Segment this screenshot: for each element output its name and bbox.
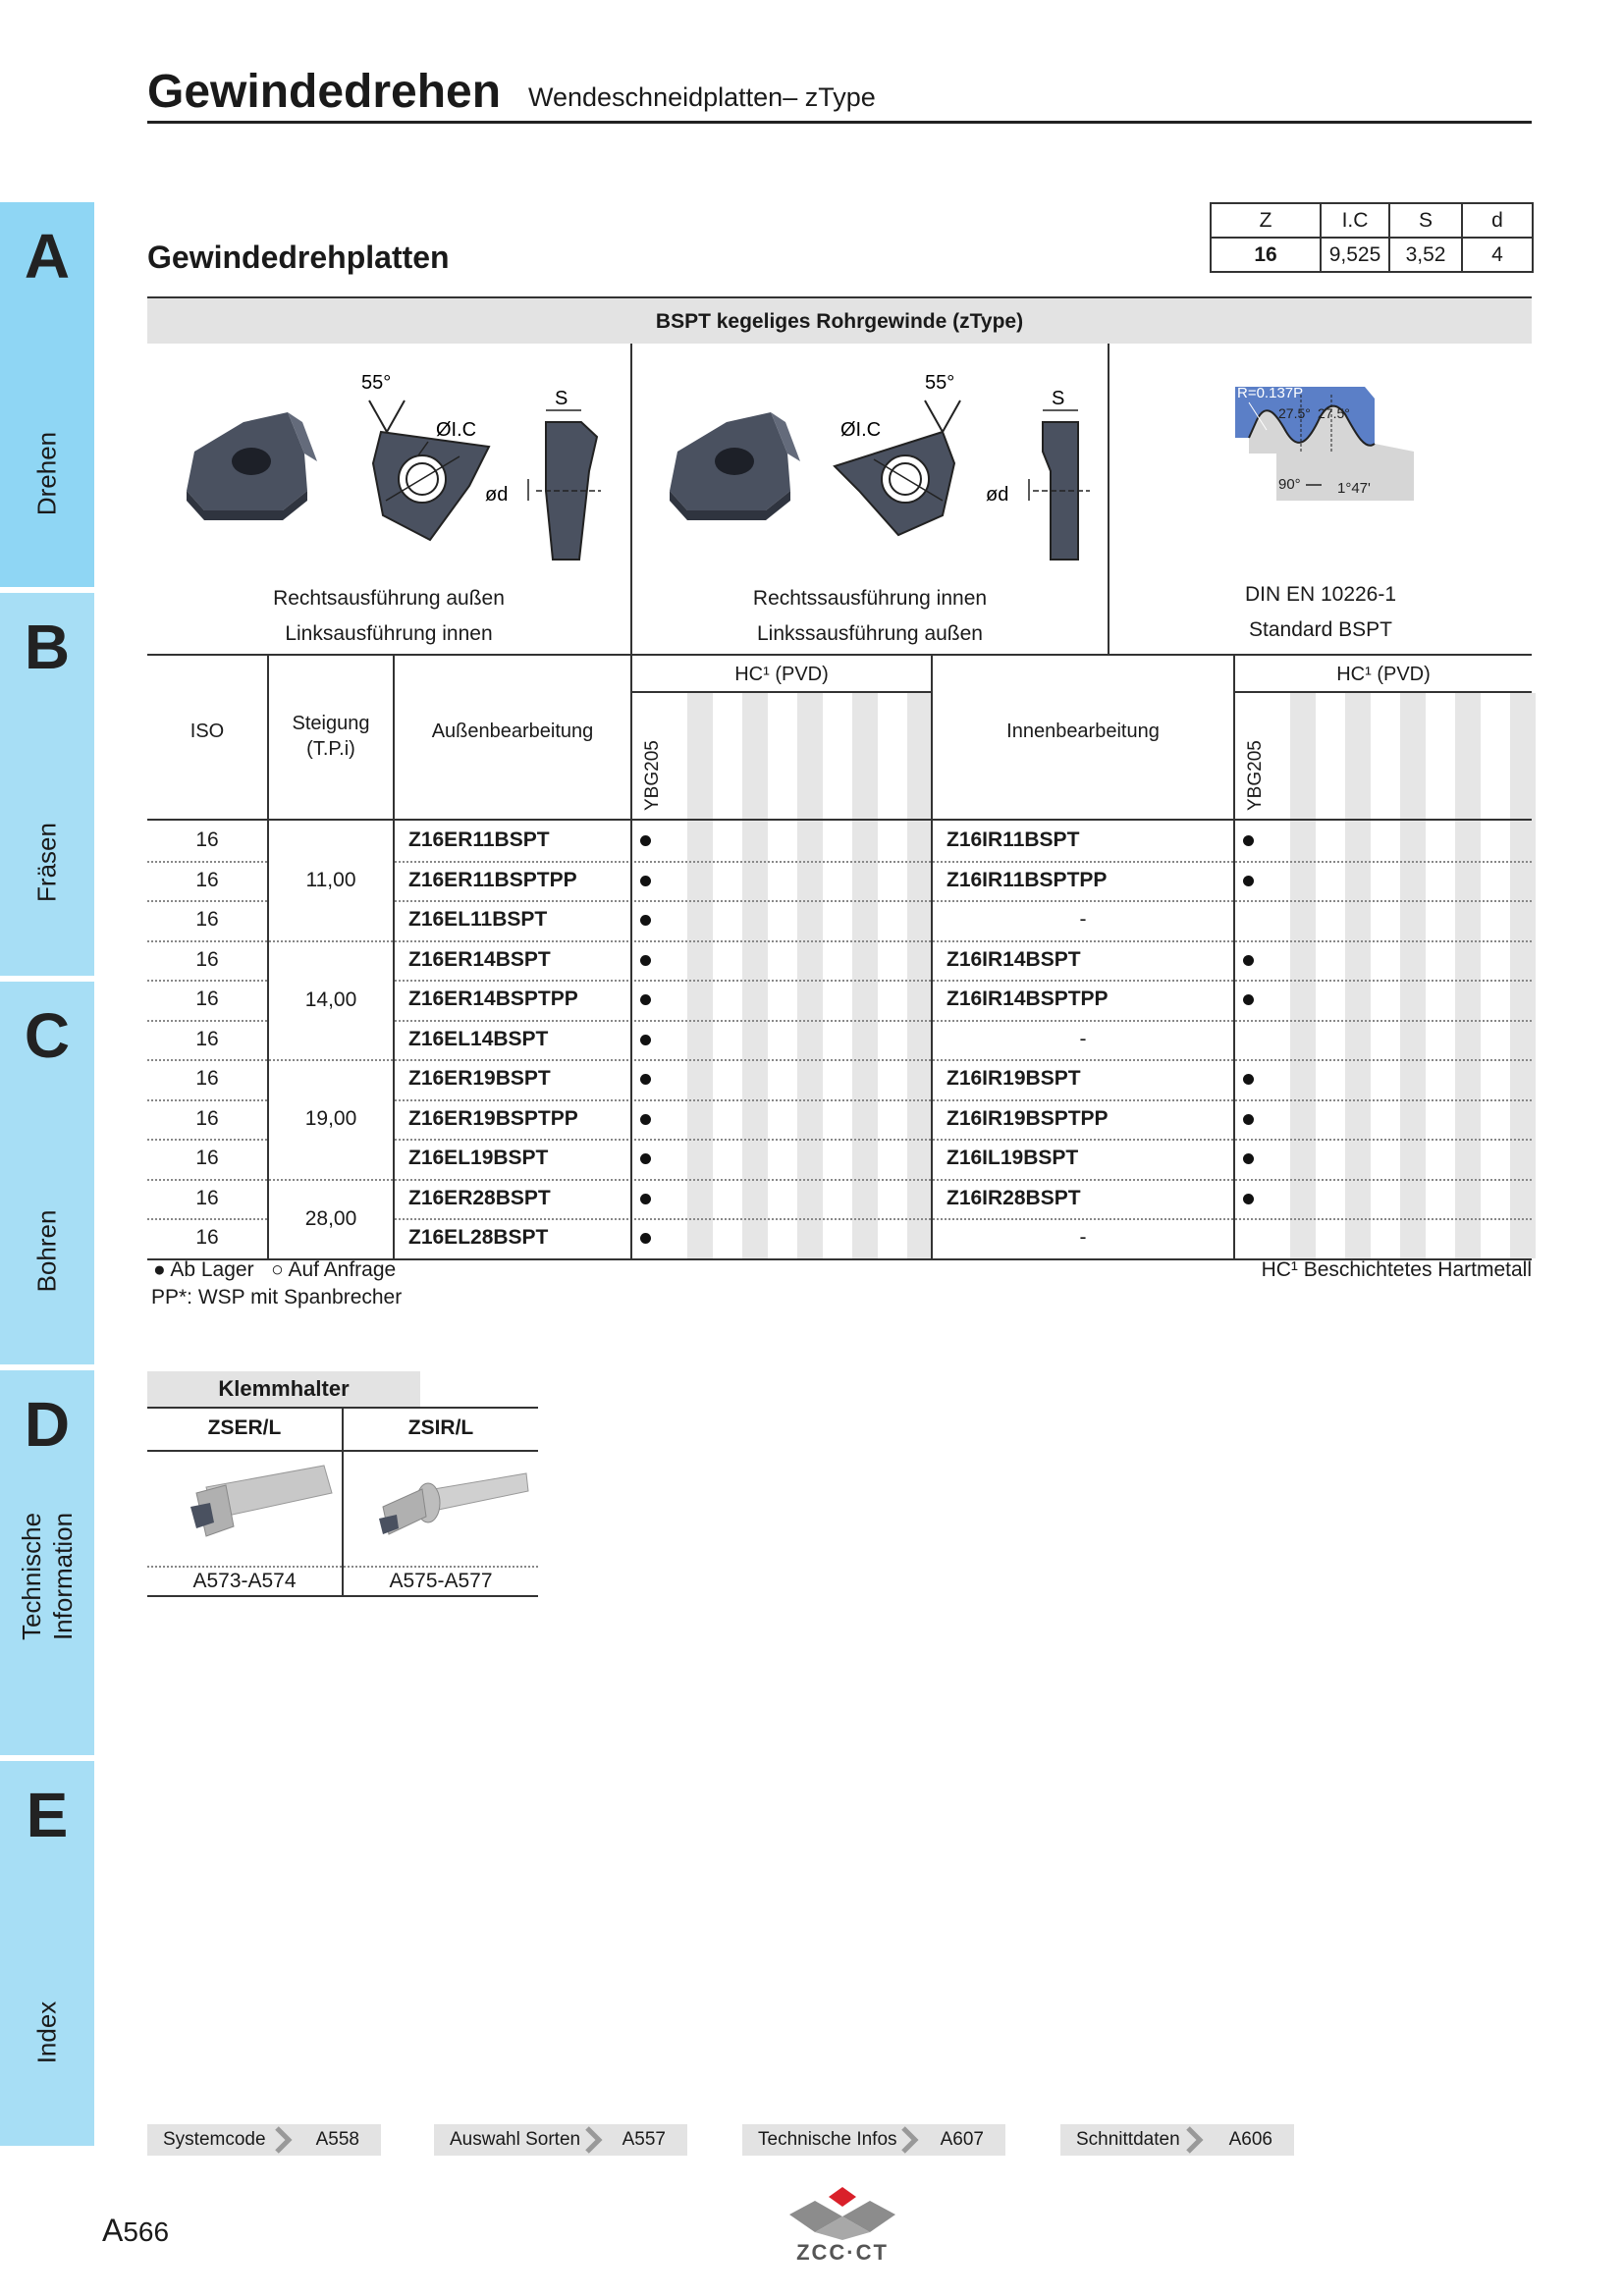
nav-auswahl-sorten[interactable]: Auswahl Sorten A557 bbox=[434, 2124, 687, 2156]
grade-outer: YBG205 bbox=[642, 740, 663, 811]
stock-dot-outer bbox=[640, 835, 651, 846]
grade-stripe bbox=[1455, 693, 1481, 1258]
page-number: A566 bbox=[102, 2213, 170, 2248]
holder-zser-ref: A573-A574 bbox=[192, 1570, 297, 1592]
stock-dot-inner bbox=[1243, 955, 1254, 966]
profile-90: 90° bbox=[1278, 476, 1301, 493]
cell-inner-code: Z16IR19BSPT bbox=[947, 1067, 1081, 1090]
cell-inner-code: - bbox=[1079, 1226, 1087, 1249]
stock-dot-outer bbox=[640, 994, 651, 1005]
stock-dot-inner bbox=[1243, 1114, 1254, 1125]
grade-stripe bbox=[687, 693, 713, 1258]
cell-inner-code: Z16IR11BSPT bbox=[947, 828, 1080, 851]
cell-outer-code: Z16ER28BSPT bbox=[408, 1186, 551, 1209]
cell-iso: 16 bbox=[195, 1226, 219, 1249]
cell-inner-code: Z16IR11BSPTPP bbox=[947, 868, 1108, 891]
tab-letter: D bbox=[24, 1389, 71, 1460]
chevron-right-icon bbox=[273, 2126, 295, 2154]
profile-147: 1°47' bbox=[1337, 480, 1371, 497]
cell-outer-code: Z16EL28BSPT bbox=[408, 1226, 549, 1249]
legend-hc: HC¹ Beschichtetes Hartmetall bbox=[1261, 1258, 1532, 1281]
col-innenbearbeitung: Innenbearbeitung bbox=[1006, 721, 1160, 742]
grade-stripe bbox=[742, 693, 768, 1258]
cell-outer-code: Z16EL14BSPT bbox=[408, 1027, 549, 1050]
stock-dot-inner bbox=[1243, 835, 1254, 846]
grade-stripe bbox=[1290, 693, 1316, 1258]
tab-label: Bohren bbox=[31, 1209, 62, 1293]
left-caption: Rechtsausführung außen Linksausführung innen bbox=[273, 587, 505, 645]
legend-pp: PP*: WSP mit Spanbrecher bbox=[151, 1286, 403, 1308]
tab-a-drehen[interactable] bbox=[0, 202, 94, 587]
spec-value-d: 4 bbox=[1462, 238, 1533, 272]
chevron-right-icon bbox=[583, 2126, 605, 2154]
cell-iso: 16 bbox=[195, 947, 219, 971]
tab-label: Index bbox=[31, 2001, 62, 2064]
cell-pitch: 11,00 bbox=[305, 869, 356, 891]
hc-underline bbox=[1235, 691, 1532, 693]
hc-pvd-inner: HC¹ (PVD) bbox=[1336, 664, 1431, 685]
spec-header-d: d bbox=[1462, 203, 1533, 238]
cell-outer-code: Z16EL19BSPT bbox=[408, 1147, 549, 1169]
profile-angle-1: 27.5° bbox=[1278, 405, 1311, 421]
grade-stripe bbox=[907, 693, 933, 1258]
grade-stripe bbox=[797, 693, 823, 1258]
tab-b-fraesen[interactable] bbox=[0, 593, 94, 976]
spec-header-z: Z bbox=[1211, 203, 1321, 238]
grade-stripe bbox=[852, 693, 878, 1258]
chevron-right-icon bbox=[899, 2126, 921, 2154]
page-title: Gewindedrehen bbox=[147, 66, 502, 118]
thread-profile-drawing bbox=[1227, 383, 1424, 540]
column-divider bbox=[267, 656, 269, 1258]
section-title: Gewindedrehplatten bbox=[147, 240, 450, 275]
nav-technische-infos[interactable]: Technische Infos A607 bbox=[742, 2124, 1005, 2156]
holder-zser: ZSER/L bbox=[207, 1416, 282, 1439]
klemmhalter-table bbox=[147, 1407, 538, 1597]
nav-schnittdaten[interactable]: Schnittdaten A606 bbox=[1060, 2124, 1294, 2156]
cell-iso: 16 bbox=[195, 1106, 219, 1130]
cell-outer-code: Z16ER11BSPTPP bbox=[408, 868, 577, 891]
spec-header-ic: I.C bbox=[1321, 203, 1389, 238]
holder-zsir-ref: A575-A577 bbox=[389, 1570, 493, 1592]
stock-dot-inner bbox=[1243, 1194, 1254, 1204]
stock-dot-outer bbox=[640, 1194, 651, 1204]
stock-dot-outer bbox=[640, 1035, 651, 1045]
tab-label: Drehen bbox=[31, 431, 62, 516]
thread-type-banner: BSPT kegeliges Rohrgewinde (zType) bbox=[147, 296, 1532, 344]
stock-dot-outer bbox=[640, 876, 651, 886]
logo-icon bbox=[785, 2185, 899, 2240]
chevron-right-icon bbox=[1184, 2126, 1206, 2154]
tab-letter: A bbox=[24, 221, 71, 292]
cell-iso: 16 bbox=[195, 988, 219, 1010]
col-steigung: Steigung (T.P.i) bbox=[292, 713, 370, 760]
cell-inner-code: Z16IR19BSPTPP bbox=[947, 1106, 1109, 1130]
cell-pitch: 19,00 bbox=[304, 1107, 357, 1130]
stock-dot-outer bbox=[640, 915, 651, 926]
profile-angle-2: 27.5° bbox=[1318, 405, 1350, 421]
legend-stock: ● Ab Lager ○ Auf Anfrage bbox=[153, 1258, 397, 1281]
grade-stripe bbox=[1345, 693, 1371, 1258]
cell-iso: 16 bbox=[195, 908, 219, 931]
insert-image-row bbox=[147, 344, 1532, 656]
spec-table bbox=[1210, 202, 1534, 273]
internal-insert-drawing bbox=[648, 353, 1100, 569]
holder-zsir: ZSIR/L bbox=[407, 1416, 474, 1439]
page-header bbox=[147, 61, 1532, 124]
col-iso: ISO bbox=[189, 721, 225, 742]
tab-letter: B bbox=[24, 612, 71, 682]
column-divider bbox=[1233, 656, 1235, 1258]
s-label: S bbox=[555, 388, 568, 409]
cell-iso: 16 bbox=[195, 1067, 219, 1090]
d-label: ød bbox=[986, 484, 1009, 506]
nav-systemcode[interactable]: Systemcode A558 bbox=[147, 2124, 381, 2156]
spec-value-z: 16 bbox=[1211, 238, 1321, 272]
spec-value-ic: 9,525 bbox=[1321, 238, 1389, 272]
stock-dot-inner bbox=[1243, 1153, 1254, 1164]
zcc-ct-logo: ZCC·CT bbox=[785, 2185, 899, 2264]
tab-d-technische-information[interactable] bbox=[0, 1370, 94, 1755]
hc-underline bbox=[632, 691, 931, 693]
cell-pitch: 14,00 bbox=[304, 988, 357, 1011]
stock-dot-outer bbox=[640, 1114, 651, 1125]
column-divider bbox=[630, 656, 632, 1258]
column-divider bbox=[393, 656, 395, 1258]
external-insert-drawing bbox=[165, 353, 617, 569]
spec-value-s: 3,52 bbox=[1389, 238, 1462, 272]
cell-outer-code: Z16ER14BSPTPP bbox=[408, 988, 578, 1010]
stock-dot-inner bbox=[1243, 1074, 1254, 1085]
tab-label: Technische Information bbox=[17, 1512, 78, 1641]
cell-iso: 16 bbox=[195, 1147, 219, 1169]
profile-radius: R=0.137P bbox=[1237, 385, 1304, 401]
ic-label: ØI.C bbox=[840, 419, 882, 441]
cell-inner-code: Z16IR14BSPTPP bbox=[947, 988, 1109, 1010]
cell-inner-code: - bbox=[1079, 908, 1087, 931]
cell-iso: 16 bbox=[195, 868, 219, 891]
tab-e-index[interactable] bbox=[0, 1761, 94, 2146]
tab-letter: C bbox=[24, 1000, 71, 1071]
klemmhalter-title: Klemmhalter bbox=[147, 1371, 420, 1407]
grade-inner: YBG205 bbox=[1245, 740, 1266, 811]
d-label: ød bbox=[485, 484, 509, 506]
holder-zsir-image bbox=[363, 1468, 530, 1556]
col-aussenbearbeitung: Außenbearbeitung bbox=[431, 721, 594, 742]
cell-inner-code: Z16IR14BSPT bbox=[947, 947, 1081, 971]
stock-dot-outer bbox=[640, 1153, 651, 1164]
cell-iso: 16 bbox=[195, 1027, 219, 1050]
page-subtitle: Wendeschneidplatten– zType bbox=[528, 82, 876, 112]
column-divider bbox=[931, 656, 933, 1258]
right-caption: DIN EN 10226-1 Standard BSPT bbox=[1244, 583, 1397, 641]
spec-header-s: S bbox=[1389, 203, 1462, 238]
middle-caption: Rechtssausführung innen Linkssausführung außen bbox=[752, 587, 988, 645]
cell-outer-code: Z16ER19BSPTPP bbox=[408, 1106, 578, 1130]
cell-inner-code: Z16IL19BSPT bbox=[947, 1147, 1079, 1169]
cell-iso: 16 bbox=[195, 1186, 219, 1209]
grade-stripe bbox=[1510, 693, 1536, 1258]
cell-outer-code: Z16ER19BSPT bbox=[408, 1067, 551, 1090]
s-label: S bbox=[1052, 388, 1065, 409]
stock-dot-outer bbox=[640, 1074, 651, 1085]
angle-label: 55° bbox=[925, 372, 955, 394]
hc-pvd-outer: HC¹ (PVD) bbox=[734, 664, 829, 685]
cell-pitch: 28,00 bbox=[304, 1206, 357, 1230]
ic-label: ØI.C bbox=[436, 419, 477, 441]
holder-zser-image bbox=[167, 1458, 334, 1564]
tab-c-bohren[interactable] bbox=[0, 982, 94, 1364]
tab-letter: E bbox=[26, 1780, 69, 1850]
header-bottom-line bbox=[147, 819, 1532, 821]
stock-dot-inner bbox=[1243, 876, 1254, 886]
angle-label: 55° bbox=[361, 372, 392, 394]
cell-inner-code: Z16IR28BSPT bbox=[947, 1186, 1081, 1209]
stock-dot-outer bbox=[640, 955, 651, 966]
cell-outer-code: Z16ER11BSPT bbox=[408, 828, 550, 851]
stock-dot-inner bbox=[1243, 994, 1254, 1005]
cell-outer-code: Z16EL11BSPT bbox=[408, 908, 548, 931]
insert-table bbox=[147, 656, 1532, 1255]
stock-dot-outer bbox=[640, 1233, 651, 1244]
cell-inner-code: - bbox=[1079, 1027, 1087, 1050]
tab-label: Fräsen bbox=[31, 823, 62, 902]
cell-outer-code: Z16ER14BSPT bbox=[408, 947, 551, 971]
grade-stripe bbox=[1400, 693, 1426, 1258]
cell-iso: 16 bbox=[195, 828, 219, 851]
